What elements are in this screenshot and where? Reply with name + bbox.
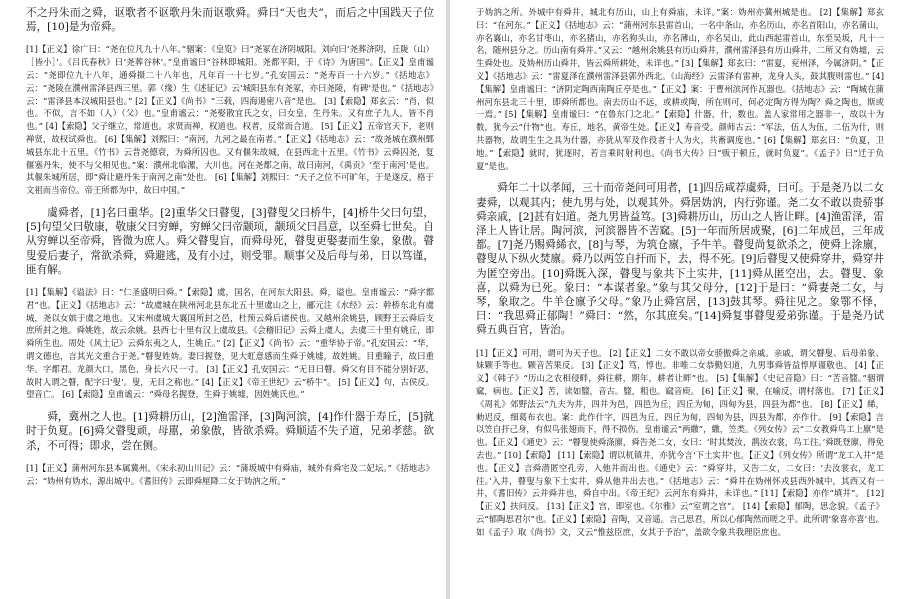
annotation-paragraph: [1]【正义】徐广曰：“尧在位凡九十八年。”骃案：《皇览》曰“尧冢在济阴城阳。刘向曰‘尧葬济阴，丘陇（山）［皆小］’。《吕氏春秋》曰‘尧葬谷林’。”皇甫谧曰“谷林即城阳。尧都平阳，于《诗》为唐国”。【正义】皇甫谧云：“尧即位九十八年，通舜摄二十八年也，凡年百一十七岁。”孔安国云：“尧寿百一十六岁。”《括地志》云：“尧陵在濮州雷泽县西三里。郭（缘）生《述征记》云‘城阳县东有尧冢，亦曰尧陵，有碑’是也。”《括地志》云：“雷泽县本汉城阳县也。” [2]【正义】《尚书》“三载，四海遏密八音”是也。 [3]【索隐】郑玄云：“肖，似也。不似，言不如（人）（父）也。”皇甫谧云：“尧娶散宜氏之女，曰女皇，生丹朱。又有庶子九人，皆不肖也。” [4]【索隐】父子继立，常道也。求贤而禅，权道也。权者，反常而合道。 [5]【正义】五帝官天下，老则禅贤，故权试舜也。 [6]【集解】刘熙曰：“南河，九河之最在南者。”【正义】《括地志》云：“故尧城在濮州鄄城县东北十五里。《竹书》云昔尧德衰，为舜所囚也。又有偃朱故城，在县西北十五里。《竹书》云舜囚尧，复偃塞丹朱，使不与父相见也。”案：濮州北临漯，大川也。河在尧都之南，故曰南河，《禹贡》‘至于南河’是也。其偃朱城所居，即“舜让避丹朱于南河之南”处也。 [6]【集解】刘熙曰：“天子之位不可旷年，于是遂反，格于文祖而当帝位。帝王所都为中，故曰中国。” (26, 44, 434, 196)
annotation-paragraph: [1]【正义】蒲州河东县本属冀州。《宋永初山川记》云：“蒲坂城中有舜庙，城外有舜宅及二妃坛。”《括地志》云：“妫州有妫水，源出城中。《耆旧传》云即舜厘降二女于妫汭之所。” (26, 462, 434, 486)
text-paragraph: 虞舜者，[1]名曰重华。[2]重华父曰瞽叟，[3]瞽叟父曰桥牛，[4]桥牛父曰句望，[5]句望父曰敬康，敬康父曰穷蝉，穷蝉父曰帝颛顼，颛顼父曰昌意，以至舜七世矣。自从穷蝉以至帝舜，皆微为庶人。舜父瞽叟盲，而舜母死，瞽叟更娶妻而生象，象傲。瞽叟爱后妻子，常欲杀舜，舜避逃，及有小过，则受罪。顺事父及后母与弟，日以笃谨，匪有解。 (26, 206, 434, 276)
annotation-paragraph: 于妫汭之所。外城中有舜井，城北有历山，山上有舜庙，未详。”案：妫州亦冀州城是也。 [2]【集解】郑玄曰：“在河东。”【正义】《括地志》云：“蒲州河东县雷首山，一名中条山，亦名历山，亦名首阳山，亦名蒲山，亦名襄山，亦名甘枣山，亦名猪山，亦名狗头山，亦名薄山，亦名吴山，此山西起雷首山，东至吴坂，凡十一名，随州县分之。历山南有舜井。”又云：“越州余姚县有历山舜井，濮州雷泽县有历山舜井，二所又有妫墟，云生舜处也。及妫州历山舜井，皆云舜所耕处，未详也。” [3]【集解】郑玄曰：“雷夏，兖州泽，今属济阴。”【正义】《括地志》云：“雷夏泽在濮州雷泽县郭外西北。《山海经》云雷泽有雷神，龙身人头，鼓其腹则雷也。” [4]【集解】皇甫谧曰：“济阴定陶西南陶丘亭是也。”【正义】案：于曹州滨河作瓦器也。《括地志》云：“陶城在蒲州河东县北三十里，即舜所都也。南去历山不远，或耕或陶，所在则可，何必定陶方得为陶？舜之陶也，斯或一焉。” [5]【集解】皇甫谧曰：“在鲁东门之北。”【索隐】什器，什，数也。盖人家常用之器非一，故以十为数，犹今云“什物”也。寿丘，地名，黄帝生处。【正义】寿音受。颜师古云：“军法，伍人为伍，二伍为什，则共器物，故谓生生之具为什器，亦犹从军及作役者十人为火，共畜调度也。” [6]【集解】郑玄曰：“负夏，卫地。”【索隐】就时，犹逐时，若言乘时射利也。《尚书大传》曰“贩于顿丘，就时负夏”。《孟子》曰“迁于负夏”是也。 (476, 7, 884, 171)
right-page (450, 0, 898, 599)
left-page (0, 0, 446, 599)
text-paragraph: 不之丹朱而之舜，讴歌者不讴歌丹朱而讴歌舜。舜曰“天也夫”，而后之中国践天子位焉，[10]是为帝舜。 (26, 7, 434, 34)
annotation-paragraph: [1]【集解】《谥法》曰：“仁圣盛明曰舜。”【索隐】虞，国名，在河东大阳县。舜，谥也。皇甫谧云：“舜字都君”也。【正义】《括地志》云：“故虞城在陕州河北县东北五十里虞山之上，郦元注《水经》云：幹桥东北有虞城，尧以女嫔于虞之地也。又宋州虞城大襄国所封之邑，杜预云舜后诸侯也。又越州余姚县，顾野王云舜后支庶所封之地。舜姚姓，故云余姚。县西七十里有汉上虞故县。《会稽旧记》云舜上虞人，去虞三十里有姚丘，即舜所生也。周处《风土记》云舜东夷之人，生姚丘。” [2]【正义】《尚书》云：“重华协于帝。”孔安国云：“华，谓文德也，言其光文重合于尧。”瞽叟姓妫。妻曰握登，见大虹意感而生舜于姚墟，故姓姚。目重瞳子，故曰重华。字都君。龙颜大口，黑色，身长六尺一寸。 [3]【正义】孔安国云：“无目曰瞽。舜父有目不能分别好恶，故时人谓之瞽，配字曰‘叟’。叟，无目之称也。” [4]【正义】《帝王世纪》云“桥牛”。 [5]【正义】句，古侯反。望音亡。 [6]【索隐】皇甫谧云：“舜母名握登，生舜于姚墟，因姓姚氏也。” (26, 286, 434, 400)
text-paragraph: 舜，冀州之人也。[1]舜耕历山，[2]渔雷泽，[3]陶河滨，[4]作什器于寿丘，[5]就时于负夏。[6]舜父瞽叟顽，母嚚，弟象傲，皆欲杀舜。舜顺适不失子道，兄弟孝慈。欲杀，不可得；即求，尝在侧。 (26, 411, 434, 452)
text-paragraph: 舜年二十以孝闻，三十而帝尧问可用者，[1]四岳咸荐虞舜，曰可。于是尧乃以二女妻舜，以观其内；使九男与处，以观其外。舜居妫汭，内行弥谨。尧二女不敢以贵骄事舜亲戚，[2]甚有妇道。尧九男皆益笃。[3]舜耕历山，历山之人皆让畔。[4]渔雷泽，雷泽上人皆让居。陶河滨，河滨器皆不苦窳。[5]一年而所居成聚，[6]二年成邑，三年成都。[7]尧乃赐舜絺衣，[8]与琴，为筑仓廪，予牛羊。瞽叟尚复欲杀之，使舜上涂廪，瞽叟从下纵火焚廪。舜乃以两笠自扞而下，去，得不死。[9]后瞽叟又使舜穿井，舜穿井为匿空旁出。[10]舜既入深，瞽叟与象共下土实井，[11]舜从匿空出，去。瞽叟、象喜，以舜为已死。象曰：“本谋者象。”象与其父母分，[12]于是曰：“舜妻尧二女，与琴，象取之。牛羊仓廪予父母。”象乃止舜宫居，[13]鼓其琴。舜往见之。象鄂不怿，曰：“我思舜正郁陶！”舜曰：“然，尔其庶矣。”[14]舜复事瞽叟爱弟弥谨。于是尧乃试舜五典百官，皆治。 (476, 182, 884, 337)
annotation-paragraph: [1]【正义】可用，谓可为天子也。 [2]【正义】二女不敢以帝女骄傲舜之亲戚。亲戚，谓父瞽叟、后母弟象、妹颗手等也。颗音苦果反。 [3]【正义】笃，惇也。非唯二女恭勤妇道，九男事舜皆益惇厚谨敬也。 [4]【正义】《韩子》“历山之农相侵畔，舜往耕，期年，耕者让畔”也。 [5]【集解】《史记音隐》曰：“苦音盬。”骃谓窳，病也。【正义】苦，读如盬，音古。盬，粗也。窳音庾。 [6]【正义】聚，在喻反，谓村落也。 [7]【正义】《周礼》郊野法云“九夫为井，四井为邑，四邑为丘，四丘为甸，四甸为县，四县为都”也。 [8]【正义】絺，勅迟反，细葛布衣也。案：此作什字，四邑为丘，四丘为甸，四甸为县，四县为都，亦作什。 [9]【索隐】言以笠自扞己身，有似鸟张翅而下，得不损伤。皇甫谧云“两繖”，繖，笠类。《列女传》云“二女教舜鸟工上廪”是也。【正义】《通史》云：“瞽叟使舜涤廪，舜告尧二女，女曰：‘时其焚汝，鹊汝衣裳，鸟工往。’舜既登廪，得免去也。” [10]【索隐】 [11]【索隐】谓以杌镇井，亦犹今言‘下土实井’也。【正义】《列女传》所谓“龙工入井”是也。【正义】言舜潜匿空孔旁，入他井而出也。《通史》云：“舜穿井，又告二女，二女曰：‘去汝裳衣，龙工往。’入井，瞽叟与象下土实井，舜从他井出去也。”《括地志》云：“舜井在妫州怀戎县西外城中，其西又有一井，《耆旧传》云并舜井也，舜自中出。《帝王纪》云河东有舜井，未详也。” [11]【索隐】亦作“填井”。 [12]【正义】扶问反。 [13]【正义】宫，即室也。《尔雅》云“室谓之宫”。 [14]【索隐】郁陶，思念貌。《孟子》云“郁陶思君尔”也。【正义】【索隐】音陶，又音遥。言己思君，所以心郁陶然而嗟之乎。此所谓‘象喜亦喜’也。如《孟子》取《尚书》文，又云“惟兹臣庶，女其于予治”，盖欲令象共我理臣庶也。 (476, 347, 884, 537)
